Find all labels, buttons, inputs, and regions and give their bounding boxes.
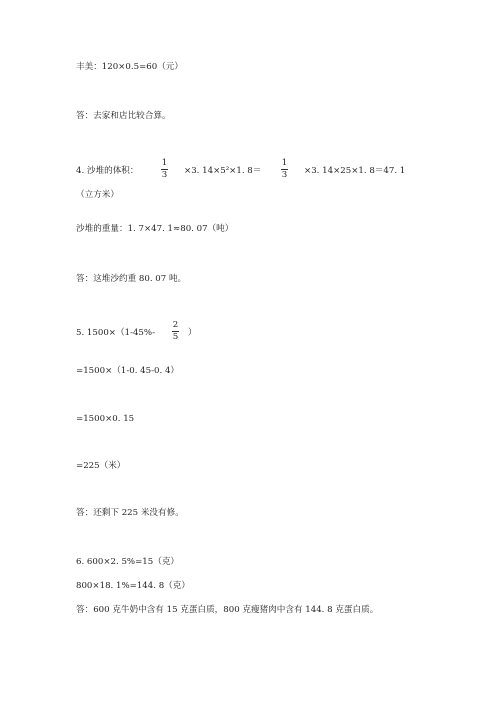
q5-step-1: =1500×（1-0. 45-0. 4） — [76, 366, 179, 376]
fraction-denominator: 3 — [161, 170, 168, 180]
fengmei-calculation: 丰美：120×0.5=60（元） — [76, 62, 183, 72]
answer-4: 答：这堆沙约重 80. 07 吨。 — [76, 274, 187, 284]
q4-weight: 沙堆的重量：1. 7×47. 1≈80. 07（吨） — [76, 224, 234, 234]
q6-line-2: 800×18. 1%=144. 8（克） — [76, 581, 190, 591]
q6-line-1: 6. 600×2. 5%=15（克） — [76, 557, 180, 567]
q4-unit: （立方米） — [76, 190, 119, 200]
q5-expression: 5. 1500×（1-45%- — [76, 328, 155, 338]
q4-fraction-2 — [281, 159, 288, 180]
answer-3: 答：去家和店比较合算。 — [76, 111, 171, 121]
q5-fraction — [172, 321, 179, 342]
fraction-denominator: 5 — [172, 332, 179, 342]
q5-close-paren: ） — [188, 328, 197, 338]
q5-step-3: =225（米） — [76, 461, 126, 471]
q4-fraction-1 — [161, 159, 168, 180]
fraction-numerator: 1 — [161, 158, 168, 168]
q4-volume-result: ×3. 14×25×1. 8＝47. 1 — [304, 166, 406, 176]
q4-volume-label: 4. 沙堆的体积： — [76, 166, 139, 176]
answer-5: 答：还剩下 225 米没有修。 — [76, 508, 184, 518]
answer-6: 答：600 克牛奶中含有 15 克蛋白质，800 克瘦猪肉中含有 144. 8 克蛋白质。 — [76, 605, 379, 615]
fraction-denominator: 3 — [281, 170, 288, 180]
fraction-numerator: 1 — [281, 158, 288, 168]
q4-volume-mid: ×3. 14×5²×1. 8＝ — [184, 166, 262, 176]
fraction-numerator: 2 — [172, 320, 179, 330]
q5-step-2: =1500×0. 15 — [76, 414, 135, 424]
